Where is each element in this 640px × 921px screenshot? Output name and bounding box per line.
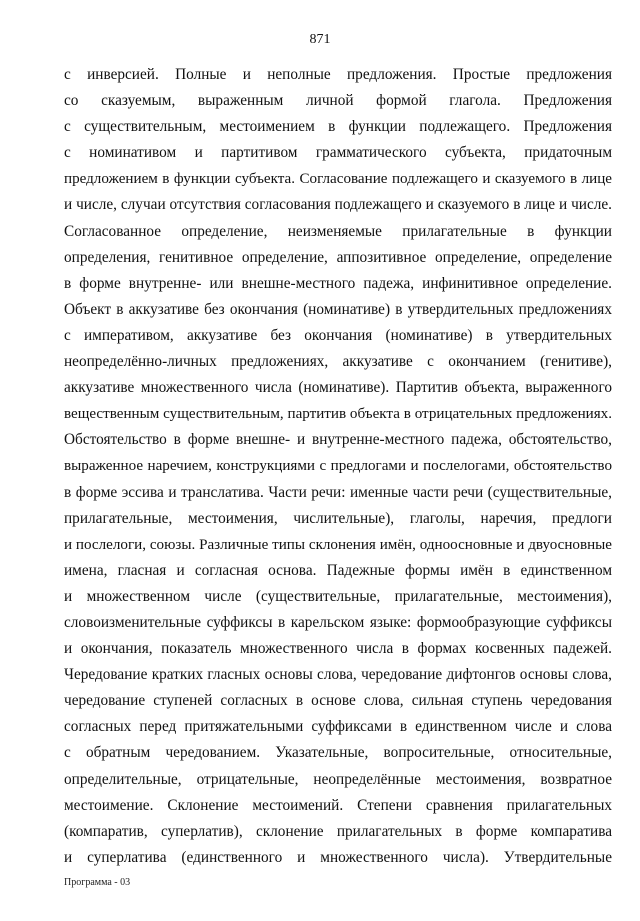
text-line-5: предложением в функции субъекта. Согласование подлежащего и сказуемого в лице [64, 171, 612, 188]
text-line-24: Чередование кратких гласных основы слова, чередование дифтонгов основы слова, [64, 666, 612, 684]
text-line-14: вещественным существительным, партитив объекта в отрицательных предложениях. [64, 406, 612, 423]
text-line-20: имена, гласная и согласная основа. Падежные формы имён в единственном [64, 561, 612, 579]
page-number: 871 [309, 32, 331, 47]
text-line-3: с существительным, местоимением в функции подлежащего. Предложения [64, 118, 612, 136]
text-line-16: выраженное наречием, конструкциями с предлогами и послелогами, обстоятельство [64, 458, 612, 475]
text-line-19: и послелоги, союзы. Различные типы склонения имён, одноосновные и двуосновные [64, 536, 612, 553]
text-line-6: и числе, случаи отсутствия согласования подлежащего и сказуемого в лице и числе. [64, 196, 612, 214]
footer-label: Программа - 03 [64, 877, 131, 888]
text-line-2: со сказуемым, выраженным личной формой глагола. Предложения [64, 92, 612, 110]
text-line-30: (компаратив, суперлатив), склонение прилагательных в форме компаратива [64, 822, 612, 840]
text-line-7: Согласованное определение, неизменяемые прилагательные в функции [64, 222, 612, 240]
text-line-4: с номинативом и партитивом грамматического субъекта, придаточным [64, 144, 612, 162]
text-line-9: в форме внутренне- или внешне-местного падежа, инфинитивное определение. [64, 274, 612, 292]
text-line-10: Объект в аккузативе без окончания (номинативе) в утвердительных предложениях [64, 300, 612, 318]
text-line-26: согласных перед притяжательными суффиксами в единственном числе и слова [64, 718, 612, 736]
text-line-15: Обстоятельство в форме внешне- и внутренне-местного падежа, обстоятельство, [64, 431, 612, 449]
text-line-21: и множественном числе (существительные, прилагательные, местоимения), [64, 587, 612, 605]
text-line-31: и суперлатива (единственного и множественного числа). Утвердительные [64, 848, 612, 866]
text-line-8: определения, генитивное определение, аппозитивное определение, определение [64, 248, 612, 266]
text-line-25: чередование ступеней согласных в основе слова, сильная ступень чередования [64, 692, 612, 710]
text-line-27: с обратным чередованием. Указательные, вопросительные, относительные, [64, 744, 612, 762]
text-line-29: местоимение. Склонение местоимений. Степени сравнения прилагательных [64, 796, 612, 814]
text-line-11: с императивом, аккузативе без окончания (номинативе) в утвердительных [64, 326, 612, 344]
text-line-12: неопределённо-личных предложениях, аккузативе с окончанием (генитиве), [64, 353, 612, 371]
text-line-18: прилагательные, местоимения, числительные), глаголы, наречия, предлоги [64, 509, 612, 527]
text-line-1: с инверсией. Полные и неполные предложения. Простые предложения [64, 66, 612, 83]
text-line-17: в форме эссива и транслатива. Части речи: именные части речи (существительные, [64, 483, 612, 501]
text-line-22: словоизменительные суффиксы в карельском языке: формообразующие суффиксы [64, 613, 612, 631]
text-line-28: определительные, отрицательные, неопределённые местоимения, возвратное [64, 770, 612, 788]
body-text [64, 62, 612, 871]
text-line-13: аккузативе множественного числа (номинативе). Партитив объекта, выраженного [64, 379, 612, 397]
text-line-23: и окончания, показатель множественного числа в формах косвенных падежей. [64, 640, 612, 658]
